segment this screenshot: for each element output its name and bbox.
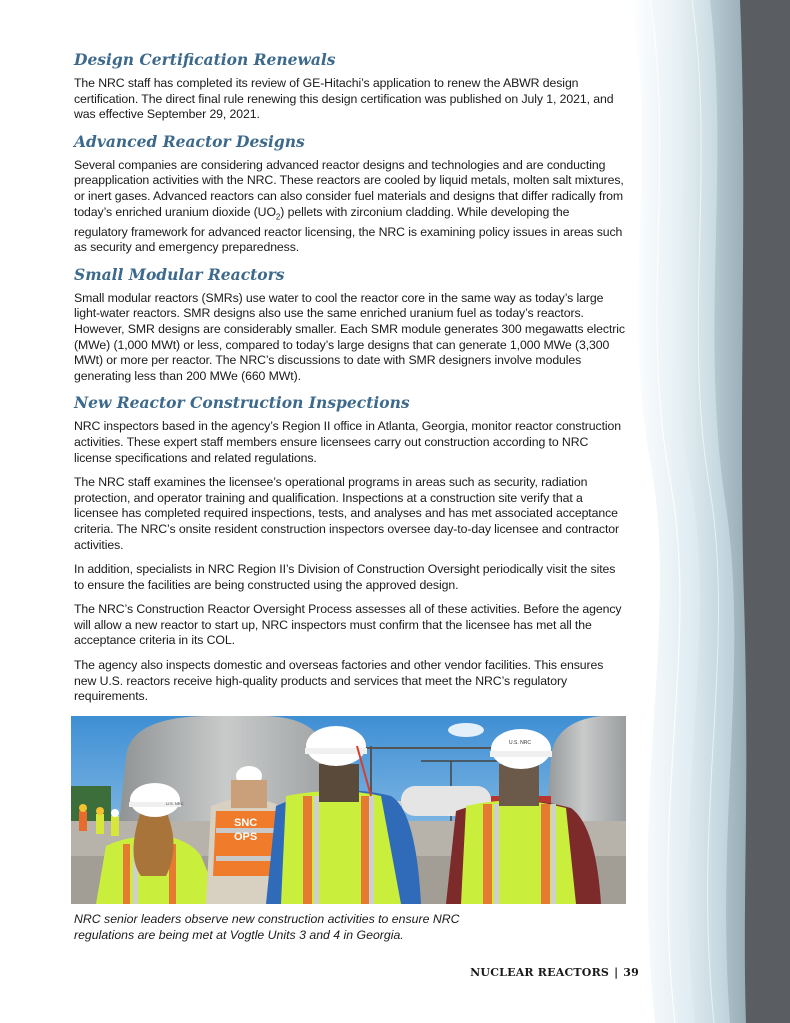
vest-label-ops: OPS bbox=[234, 831, 258, 843]
construction-site-photo bbox=[71, 716, 626, 904]
paragraph: In addition, specialists in NRC Region II’s Division of Construction Oversight periodically visit the sites to ensure the facilities are being constructed using the approved design. bbox=[74, 562, 616, 592]
paragraph: The NRC staff examines the licensee’s operational programs in areas such as security, radiation protection, and operator training and qualification. Inspections at a construction site verify that a licensee has completed required inspections, tests, and analyses and has met associated acceptance criteria. The NRC’s onsite resident construction inspectors oversee day-to-day licensee and contractor activities. bbox=[74, 475, 620, 552]
vest-label-snc: SNC bbox=[234, 817, 258, 829]
hardhat-label: U.S. NRC bbox=[166, 801, 184, 806]
page-number: 39 bbox=[623, 966, 639, 979]
photo-caption: NRC senior leaders observe new construction activities to ensure NRC regulations are being met at Vogtle Units 3 and 4 in Georgia. bbox=[74, 912, 460, 942]
paragraph: Small modular reactors (SMRs) use water to cool the reactor core in the same way as today’s large light-water reactors. SMR designs also use the same enriched uranium fuel as today’s reactors. However, SMR designs are considerably smaller. Each SMR module generates 300 megawatts electric (MWe) (1,000 MWt) or less, compared to today’s large designs that can generate 1,000 MWe (3,300 MWt) or more per reactor. The NRC’s discussions to date with SMR designers involve modules generating less than 200 MWe (660 MWt). bbox=[74, 290, 625, 383]
section-construction-inspections bbox=[74, 393, 626, 705]
page-footer bbox=[470, 966, 639, 979]
paragraph: The agency also inspects domestic and overseas factories and other vendor facilities. This ensures new U.S. reactors receive high-quality products and services that meet the NRC’s regulatory requirements. bbox=[74, 658, 604, 704]
footer-separator: | bbox=[614, 966, 619, 979]
footer-section-title: NUCLEAR REACTORS bbox=[470, 966, 610, 979]
paragraph: Several companies are considering advanced reactor designs and technologies and are conducting preapplication activities with the NRC. These reactors are cooled by liquid metals, molten salt mixtures, or inert gases. Advanced reactors can also consider fuel materials and designs that differ radically from today’s enriched uranium dioxide $(UO_2)$ pellets with zirconium cladding. While developing the regulatory framework for advanced reactor licensing, the NRC is examining policy issues in areas such as security and emergency preparedness. bbox=[74, 157, 624, 255]
paragraph: The NRC’s Construction Reactor Oversight Process assesses all of these activities. Before the agency will allow a new reactor to start up, NRC inspectors must confirm that the licensee has met all the acceptance criteria in its COL. bbox=[74, 602, 622, 648]
paragraph: The NRC staff has completed its review of GE-Hitachi’s application to renew the ABWR design certification. The direct final rule renewing this design certification was published on July 1, 2021, and was effective September 29, 2021. bbox=[74, 76, 614, 122]
paragraph: NRC inspectors based in the agency’s Region II office in Atlanta, Georgia, monitor reactor construction activities. These expert staff members ensure licensees carry out construction according to NRC license specifications and related regulations. bbox=[74, 419, 621, 465]
section-heading: New Reactor Construction Inspections bbox=[74, 393, 410, 413]
decorative-wave-band bbox=[630, 0, 790, 1023]
section-heading: Small Modular Reactors bbox=[74, 264, 285, 284]
section-advanced-reactors bbox=[74, 132, 626, 256]
section-heading: Advanced Reactor Designs bbox=[74, 131, 305, 151]
section-design-certification bbox=[74, 50, 626, 123]
hardhat-label: U.S. NRC bbox=[509, 740, 531, 746]
section-small-modular-reactors bbox=[74, 265, 626, 385]
section-heading: Design Certification Renewals bbox=[74, 50, 336, 69]
article-body bbox=[74, 50, 626, 714]
